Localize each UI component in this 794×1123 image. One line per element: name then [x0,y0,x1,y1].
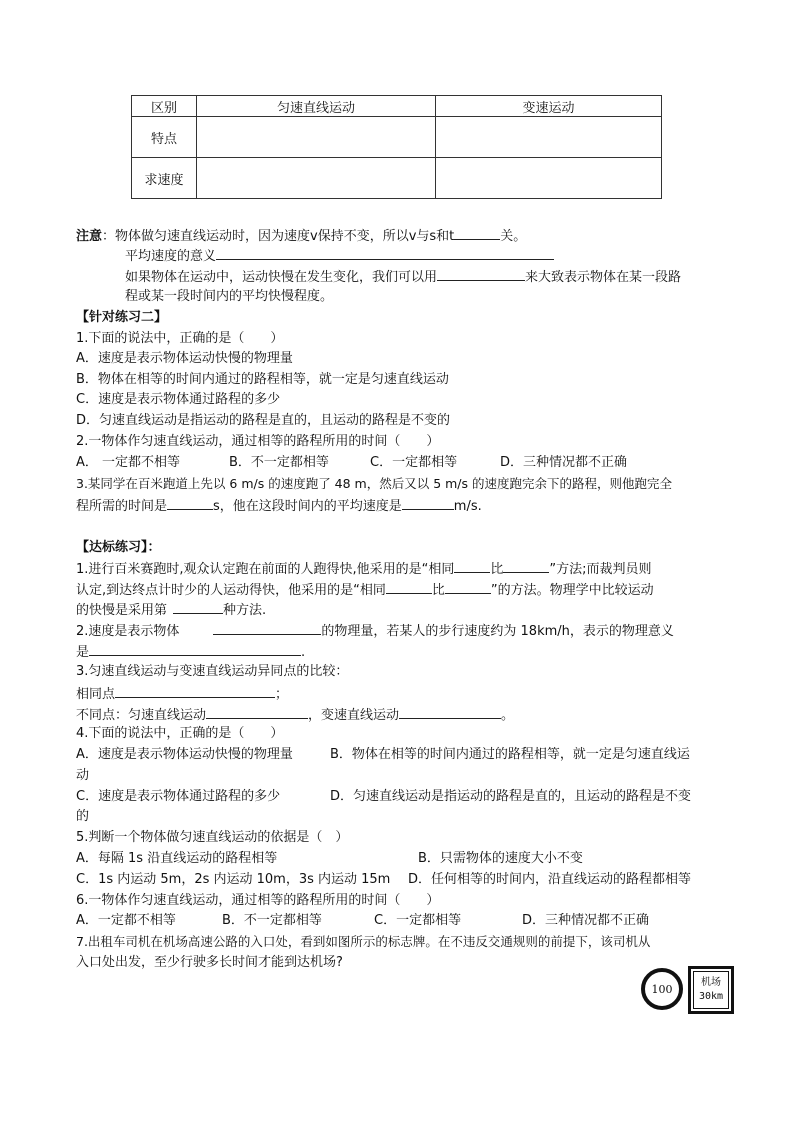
question: 4.下面的说法中，正确的是（ ） [76,726,284,741]
table-row [132,117,662,158]
option: B．不一定都相等 [222,913,322,928]
note-line-3: 如果物体在运动中，运动快慢在发生变化，我们可以用 来大致表示物体在某一段路 [125,266,681,288]
question: 3.匀速直线运动与变速直线运动异同点的比较： [76,664,349,679]
speed-limit-value: 100 [651,982,673,996]
fill-blank [115,683,275,698]
fill-blank [386,579,432,594]
question: 2.速度是表示物体 的物理量，若某人的步行速度约为 18km/h，表示的物理意义 [76,620,674,642]
row-label: 求速度 [132,158,197,199]
note-label: 注意 [76,229,103,244]
row-label: 特点 [132,117,197,158]
question: 1.进行百米赛跑时,观众认定跑在前面的人跑得快,他采用的是“相同 比 ”方法;而裁判员则 [76,558,652,580]
option: C．速度是表示物体通过路程的多少 [76,392,281,407]
option: D．匀速直线运动是指运动的路程是直的，且运动的路程是不变 [330,789,692,804]
fill-blank [445,579,491,594]
question-continuation: 认定,到达终点计时少的人运动得快，他采用的是“相同 比 ”的方法。物理学中比较运动 [76,579,654,601]
fill-blank [213,620,321,635]
option-continuation: 动 [76,768,90,783]
question-continuation: 入口处出发，至少行驶多长时间才能到达机场? [76,955,343,970]
airport-distance-sign [688,966,734,1014]
fill-blank [216,245,554,260]
question: 1.下面的说法中，正确的是（ ） [76,331,284,346]
option: C．速度是表示物体通过路程的多少 [76,789,281,804]
fill-blank [399,704,501,719]
fill-blank [454,225,500,240]
question-continuation: 不同点：匀速直线运动 ，变速直线运动 。 [76,704,514,726]
option: A． 一定都不相等 [76,455,181,470]
question-continuation: 相同点 ； [76,683,288,705]
option: A．每隔 1s 沿直线运动的路程相等 [76,851,278,866]
option: B．物体在相等的时间内通过的路程相等，就一定是匀速直线运 [330,747,690,762]
section-heading: 【达标练习】： [76,540,161,555]
fill-blank [402,495,454,510]
question: 2.一物体作匀速直线运动，通过相等的路程所用的时间（ ） [76,434,440,449]
option: B．物体在相等的时间内通过的路程相等，就一定是匀速直线运动 [76,372,449,387]
fill-blank [173,599,223,614]
table-header-cell: 变速运动 [436,96,662,117]
option: D．三种情况都不正确 [500,455,628,470]
option: C．一定都相等 [370,455,458,470]
question: 7.出租车司机在机场高速公路的入口处，看到如图所示的标志牌。在不违反交通规则的前提下，该司机从 [76,934,651,949]
table-cell [436,117,662,158]
option: B．只需物体的速度大小不变 [418,851,583,866]
option: D．任何相等的时间内，沿直线运动的路程都相等 [408,872,692,887]
table-row [132,158,662,199]
fill-blank [206,704,308,719]
option: A．速度是表示物体运动快慢的物理量 [76,747,293,762]
fill-blank [89,641,301,656]
option: A．一定都不相等 [76,913,176,928]
section-heading: 【针对练习二】 [76,310,168,325]
fill-blank [437,266,525,281]
fill-blank [454,558,490,573]
speed-limit-sign [641,968,683,1010]
note-line-2: 平均速度的意义 [125,245,554,267]
airport-distance: 30km [698,991,724,1002]
note-line-4: 程或某一段时间内的平均快慢程度。 [125,289,334,304]
table-cell [197,117,436,158]
option: D．三种情况都不正确 [522,913,650,928]
table-header-cell: 匀速直线运动 [197,96,436,117]
option: B．不一定都相等 [229,455,329,470]
question: 6.一物体作匀速直线运动，通过相等的路程所用的时间（ ） [76,893,440,908]
question-continuation: 程所需的时间是 s，他在这段时间内的平均速度是 m/s. [76,495,482,517]
question-continuation: 是 . [76,641,305,663]
note-line-1: 注意：物体做匀速直线运动时，因为速度v保持不变，所以v与s和t 关。 [76,225,526,247]
question-continuation: 的快慢是采用第 种方法. [76,599,266,621]
question: 3.某同学在百米跑道上先以 6 m/s 的速度跑了 48 m，然后又以 5 m/s 的速度跑完余下的路程，则他跑完全 [76,476,673,491]
fill-blank [167,495,213,510]
comparison-table [131,95,662,199]
airport-label: 机场 [701,977,721,988]
fill-blank [503,558,549,573]
option: C．1s 内运动 5m，2s 内运动 10m，3s 内运动 15m [76,872,391,887]
option-continuation: 的 [76,809,90,824]
option: A．速度是表示物体运动快慢的物理量 [76,351,293,366]
table-header-cell: 区别 [132,96,197,117]
question: 5.判断一个物体做匀速直线运动的依据是（ ） [76,830,349,845]
option: C．一定都相等 [374,913,462,928]
table-cell [197,158,436,199]
table-cell [436,158,662,199]
option: D．匀速直线运动是指运动的路程是直的，且运动的路程是不变的 [76,413,451,428]
